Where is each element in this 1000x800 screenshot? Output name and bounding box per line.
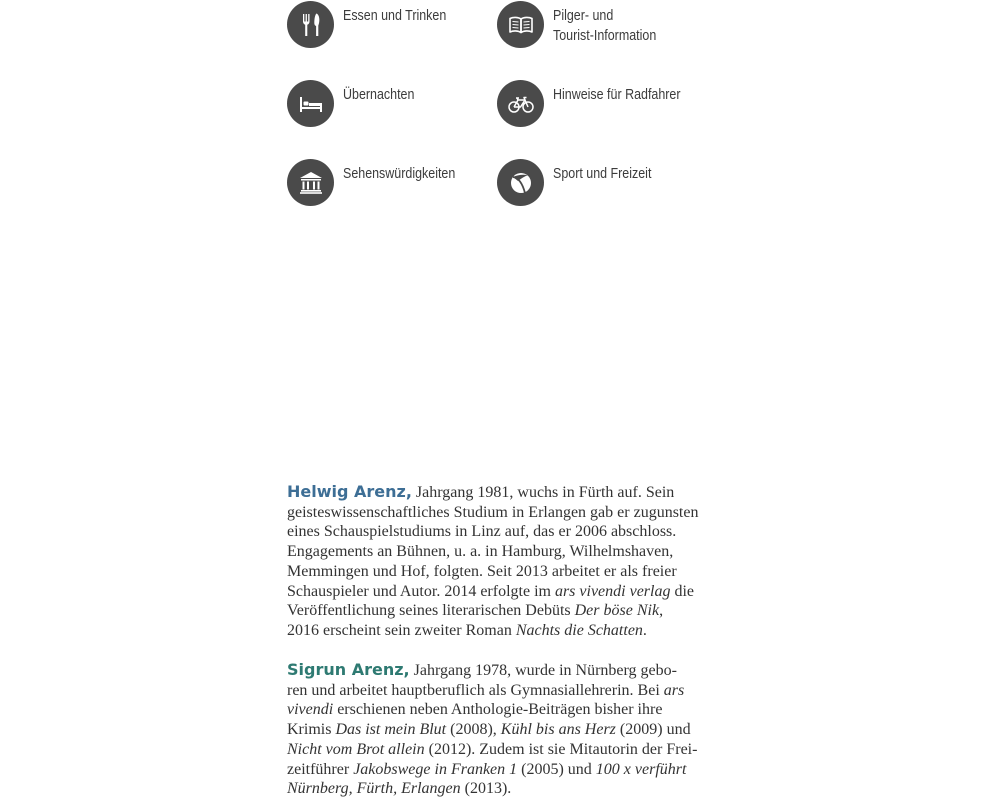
bio-line [287, 720, 727, 740]
bio-text: Jahrgang 1978, wurde in Nürnberg gebo- [413, 662, 677, 679]
author-bio-helwig [287, 482, 727, 641]
bio-line [287, 779, 727, 799]
bio-line [287, 681, 727, 701]
cutlery-icon [287, 1, 334, 48]
book-icon [497, 1, 544, 48]
book-title: ars vivendi verlag [554, 582, 671, 600]
bio-text: (2008), [446, 721, 501, 739]
bio-text: 2016 erscheint sein zweiter Roman [287, 621, 516, 639]
bed-icon [287, 80, 334, 127]
book-title: Nachts die Schatten [515, 621, 643, 639]
bio-line [287, 582, 727, 602]
bio-text: Schauspieler und Autor. 2014 erfolgte im [287, 582, 555, 600]
bio-text: , [659, 602, 664, 620]
bio-text: erschienen neben Anthologie-Beiträgen bisher ihre [333, 701, 663, 719]
legend-item-uebernachten [287, 80, 426, 127]
book-title: Der böse Nik [574, 602, 660, 620]
museum-icon [287, 159, 334, 206]
book-title: Das ist mein Blut [335, 721, 447, 739]
legend-item-essen [287, 1, 463, 48]
author-name: Sigrun Arenz, [287, 660, 410, 679]
bio-text: (2005) und [517, 760, 596, 778]
bio-text: Veröffentlichung seines literarischen Debüts [287, 602, 575, 620]
bio-line [287, 562, 727, 582]
bio-text: geisteswissenschaftliches Studium in Erlangen gab er zugunsten [287, 503, 699, 521]
bio-text: die [670, 582, 695, 600]
book-title: Nürnberg, Fürth, Erlangen [287, 780, 461, 798]
bio-line [287, 660, 727, 681]
bio-line [287, 740, 727, 760]
legend-item-radfahrer [497, 80, 701, 127]
author-bio-sigrun [287, 660, 727, 799]
bio-text: Memmingen und Hof, folgten. Seit 2013 arbeitet er als freier [287, 562, 677, 580]
legend-label-radfahrer: Hinweise für Radfahrer [553, 87, 681, 103]
legend-label-uebernachten: Übernachten [343, 87, 415, 103]
bio-text: Krimis [287, 721, 336, 739]
book-title: Nicht vom Brot allein [287, 740, 425, 758]
book-title: Kühl bis ans Herz [500, 721, 616, 739]
book-title: ars [663, 681, 685, 699]
bio-text: Engagements an Bühnen, u. a. in Hamburg, Wilhelmshaven, [287, 543, 674, 561]
book-title: vivendi [287, 701, 334, 719]
bio-text: (2012). Zudem ist sie Mitautorin der Frei- [424, 740, 698, 758]
bio-line [287, 760, 727, 780]
legend-label-information: Pilger- und Tourist-Information [553, 8, 657, 44]
bio-text: eines Schauspielstudiums in Linz auf, das er 2006 abschloss. [287, 523, 677, 541]
legend-item-information [497, 1, 673, 48]
author-name: Helwig Arenz, [287, 482, 412, 501]
legend-label-sehenswuerdigkeiten: Sehenswürdigkeiten [343, 166, 456, 182]
bio-text: (2013). [460, 780, 512, 798]
bio-text: . [642, 621, 647, 639]
book-title: 100 x verführt [595, 760, 687, 778]
bio-line [287, 700, 727, 720]
legend-item-sehenswuerdigkeiten [287, 159, 474, 206]
bio-text: Jahrgang 1981, wuchs in Fürth auf. Sein [415, 484, 675, 501]
legend-item-sport [497, 159, 667, 206]
bio-text: zeitführer [287, 760, 354, 778]
bio-line [287, 522, 727, 542]
bio-line [287, 482, 727, 503]
bio-text: (2009) und [615, 721, 691, 739]
bio-line [287, 503, 727, 523]
bicycle-icon [497, 80, 544, 127]
bio-line [287, 542, 727, 562]
legend-label-sport: Sport und Freizeit [553, 166, 652, 182]
book-title: Jakobswege in Franken 1 [353, 760, 518, 778]
bio-text: ren und arbeitet hauptberuflich als Gymnasiallehrerin. Bei [287, 681, 664, 699]
bio-line [287, 621, 727, 641]
ball-icon [497, 159, 544, 206]
bio-line [287, 601, 727, 621]
legend-label-essen: Essen und Trinken [343, 8, 447, 24]
